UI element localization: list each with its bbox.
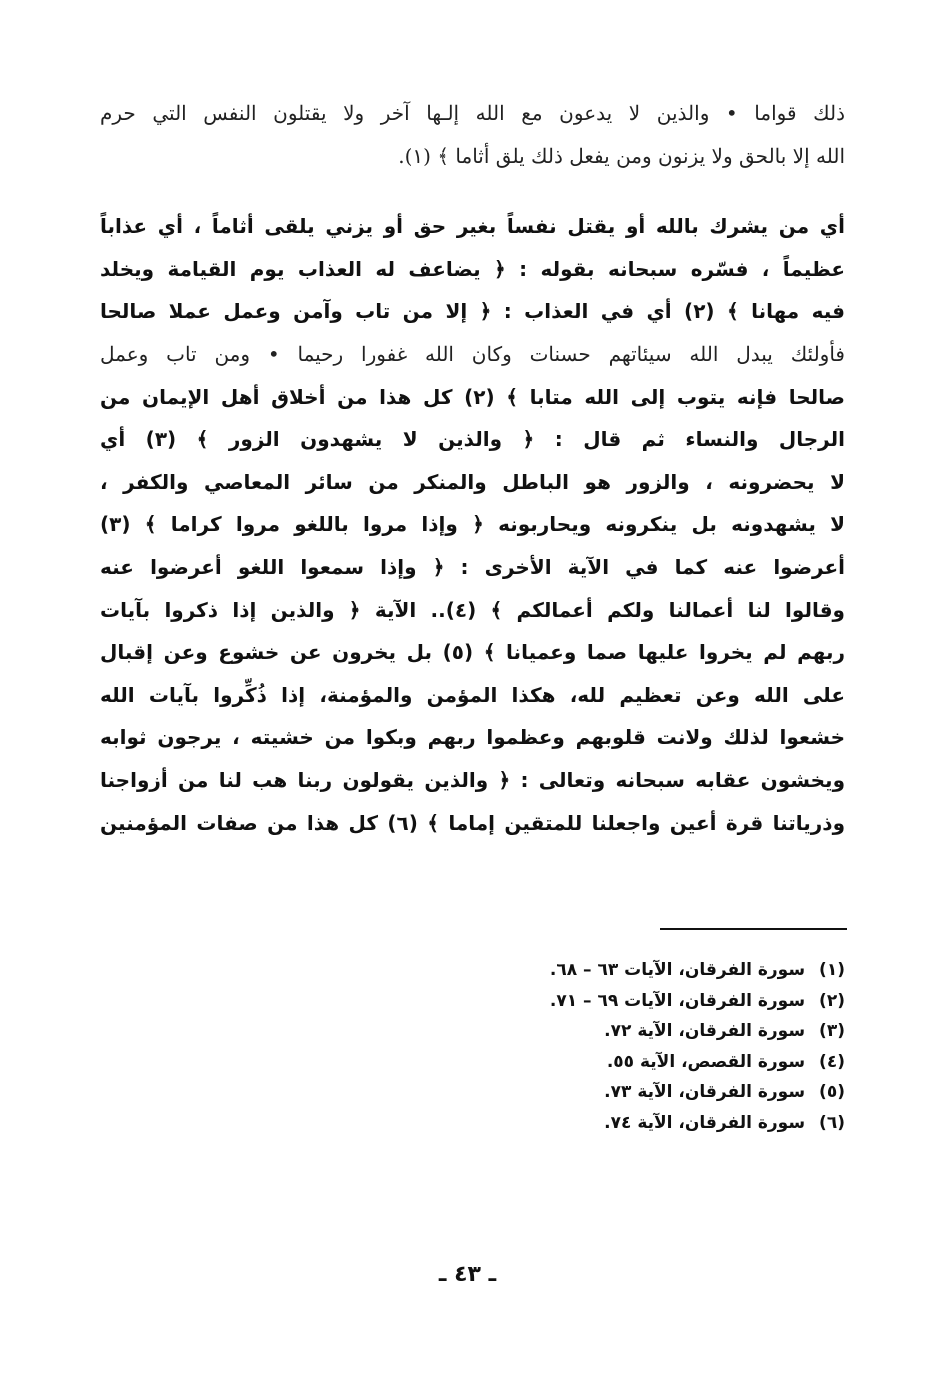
- body-line: أعرضوا عنه كما في الآية الأخرى : ﴿ وإذا سمعوا اللغو أعرضوا عنه: [100, 554, 845, 579]
- footnote-text: سورة الفرقان، الآيات ٦٣ – ٦٨.: [549, 960, 806, 980]
- footnote-text: سورة الفرقان، الآية ٧٤.: [604, 1112, 806, 1133]
- footnote-item: [345, 1047, 845, 1078]
- body-text: [100, 92, 845, 844]
- footnote-text: سورة الفرقان، الآيات ٦٩ – ٧١.: [549, 990, 806, 1011]
- body-line: خشعوا لذلك ولانت قلوبهم وعظموا ربهم وبكوا من خشيته ، يرجون ثوابه: [100, 725, 845, 750]
- body-line: عظيماً ، فسّره سبحانه بقوله : ﴿ يضاعف له العذاب يوم القيامة ويخلد: [100, 256, 845, 281]
- footnotes: [345, 955, 845, 1138]
- footnote-text: سورة الفرقان، الآية ٧٢.: [604, 1021, 806, 1041]
- footnote-item: [345, 955, 845, 986]
- footnote-item: [345, 986, 845, 1017]
- footnote-number: (٢): [819, 990, 845, 1011]
- footnote-number: (١): [819, 960, 845, 980]
- paragraph-gap: [100, 177, 845, 205]
- footnote-text: سورة الفرقان، الآية ٧٣.: [604, 1082, 806, 1102]
- footnote-number: (٤): [819, 1051, 845, 1072]
- body-line: صالحا فإنه يتوب إلى الله متابا ﴾ (٢) كل هذا من أخلاق أهل الإيمان من: [100, 384, 845, 409]
- footnote-number: (٣): [819, 1021, 845, 1041]
- footnote-item: [345, 1077, 845, 1108]
- footnote-number: (٥): [819, 1082, 845, 1102]
- footnote-divider: [660, 928, 847, 930]
- body-line: لا يحضرونه ، والزور هو الباطل والمنكر من سائر المعاصي والكفر ،: [100, 469, 845, 494]
- footnote-item: [345, 1016, 845, 1047]
- body-line: أي من يشرك بالله أو يقتل نفساً بغير حق أو يزني يلقى أثاماً ، أي عذاباً: [100, 214, 845, 239]
- body-line: الله إلا بالحق ولا يزنون ومن يفعل ذلك يلق أثاما ﴾ (١).: [398, 143, 845, 168]
- body-line: وقالوا لنا أعمالنا ولكم أعمالكم ﴾ (٤).. الآية ﴿ والذين إذا ذكروا بآيات: [100, 597, 845, 622]
- body-line: ذلك قواما • والذين لا يدعون مع الله إلـها آخر ولا يقتلون النفس التي حرم: [100, 101, 845, 125]
- footnote-text: سورة القصص، الآية ٥٥.: [606, 1051, 806, 1072]
- footnote-item: [345, 1108, 845, 1139]
- body-line: الرجال والنساء ثم قال : ﴿ والذين لا يشهدون الزور ﴾ (٣) أي: [100, 427, 845, 452]
- footnote-number: (٦): [819, 1112, 845, 1133]
- body-line: ويخشون عقابه سبحانه وتعالى : ﴿ والذين يقولون ربنا هب لنا من أزواجنا: [100, 767, 845, 792]
- body-line: فيه مهانا ﴾ (٢) أي في العذاب : ﴿ إلا من تاب وآمن وعمل عملا صالحا: [100, 299, 845, 324]
- body-line: فأولئك يبدل الله سيئاتهم حسنات وكان الله غفورا رحيما • ومن تاب وعمل: [100, 341, 845, 366]
- body-line: لا يشهدونه بل ينكرونه ويحاربونه ﴿ وإذا مروا باللغو مروا كراما ﴾ (٣): [100, 512, 845, 537]
- page-number: ـ ٤٣ ـ: [438, 1262, 497, 1287]
- body-line: وذرياتنا قرة أعين واجعلنا للمتقين إماما ﴾ (٦) كل هذا من صفات المؤمنين: [100, 810, 845, 835]
- body-line: على الله وعن تعظيم لله، هكذا المؤمن والمؤمنة، إذا ذُكِّروا بآيات الله: [100, 682, 845, 707]
- body-line: ربهم لم يخروا عليها صما وعميانا ﴾ (٥) بل يخرون عن خشوع وعن إقبال: [100, 640, 845, 665]
